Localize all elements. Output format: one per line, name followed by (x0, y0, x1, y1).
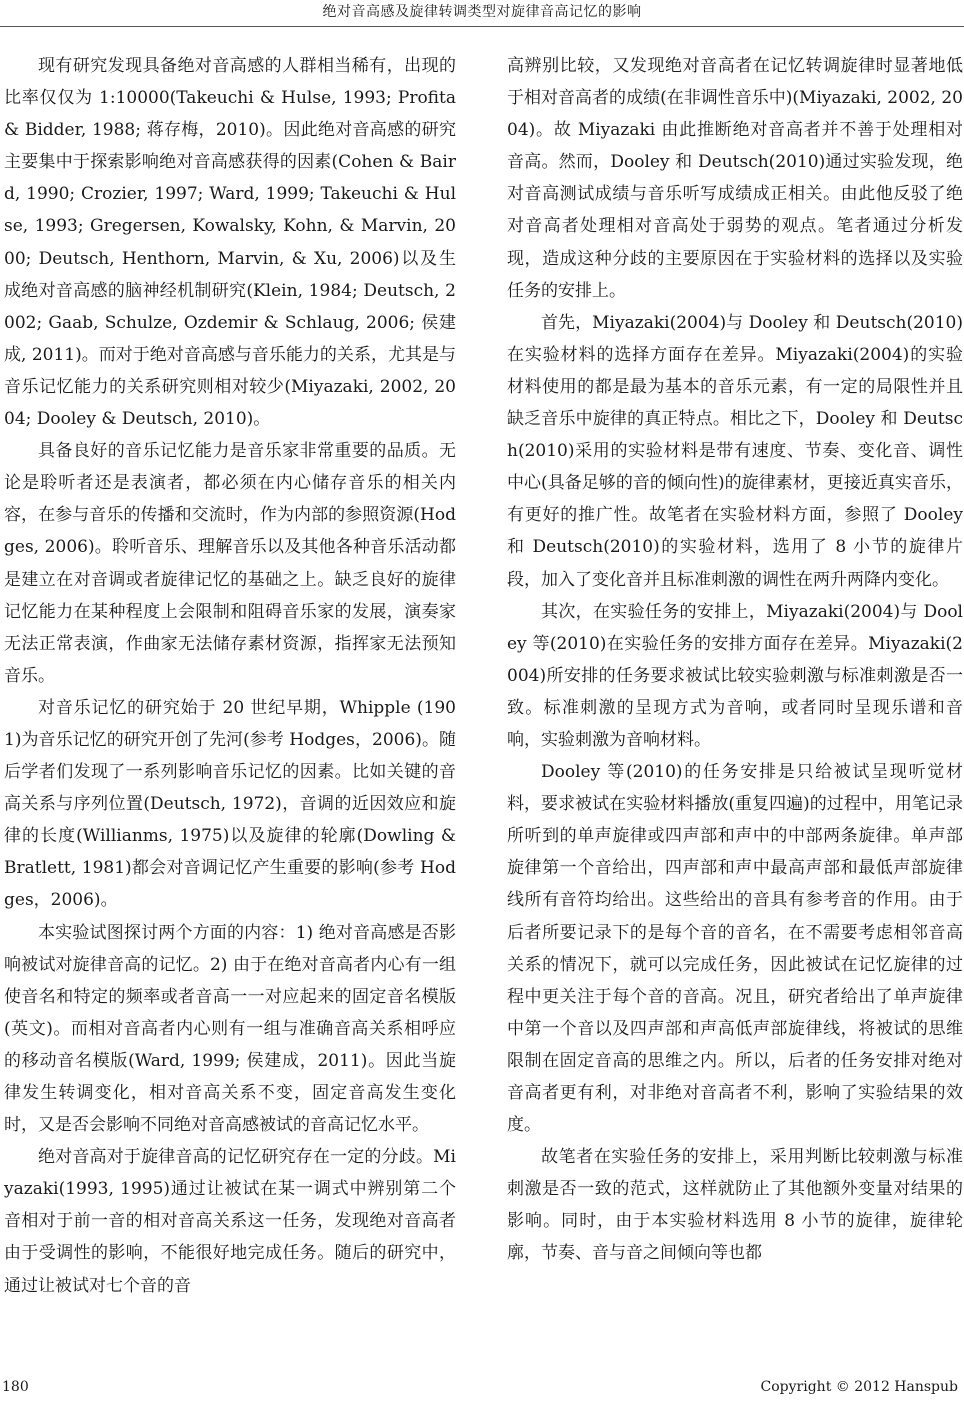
header-rule (0, 26, 964, 27)
body-paragraph: Dooley 等(2010)的任务安排是只给被试呈现听觉材料，要求被试在实验材料播放(重复四遍)的过程中，用笔记录所听到的单声旋律或四声部和声中的中部两条旋律。单声部旋律第一个音给出，四声部和声中最高声部和最低声部旋律线所有音符均给出。这些给出的音具有参考音的作用。由于后者所要记录下的是每个音的音名，在不需要考虑相邻音高关系的情况下，就可以完成任务，因此被试在记忆旋律的过程中更关注于每个音的音高。况且，研究者给出了单声旋律中第一个音以及四声部和声高低声部旋律线，将被试的思维限制在固定音高的思维之内。所以，后者的任务安排对绝对音高者更有利，对非绝对音高者不利，影响了实验结果的效度。 (507, 762, 963, 1136)
copyright-notice: Copyright © 2012 Hanspub (760, 1379, 958, 1395)
left-column (4, 50, 456, 1302)
body-paragraph: 首先，Miyazaki(2004)与 Dooley 和 Deutsch(2010)在实验材料的选择方面存在差异。Miyazaki(2004)的实验材料使用的都是最为基本的音乐元素，有一定的局限性并且缺乏音乐中旋律的真正特点。相比之下，Dooley 和 Deutsch(2010)采用的实验材料是带有速度、节奏、变化音、调性中心(具备足够的音的倾向性)的旋律素材，更接近真实音乐，有更好的推广性。故笔者在实验材料方面，参照了 Dooley 和 Deutsch(2010)的实验材料，选用了 8 小节的旋律片段，加入了变化音并且标准刺激的调性在两升两降内变化。 (507, 312, 963, 590)
body-paragraph: 现有研究发现具备绝对音高感的人群相当稀有，出现的比率仅仅为 1:10000(Takeuchi & Hulse, 1993; Profita & Bidder, 1988; 蒋存梅，2010)。因此绝对音高感的研究主要集中于探索影响绝对音高感获得的因素(Cohen & Baird, 1990; Crozier, 1997; Ward, 1999; Takeuchi & Hulse, 1993; Gregersen, Kowalsky, Kohn, & Marvin, 2000; Deutsch, Henthorn, Marvin, & Xu, 2006)以及生成绝对音高感的脑神经机制研究(Klein, 1984; Deutsch, 2002; Gaab, Schulze, Ozdemir & Schlaug, 2006; 侯建成, 2011)。而对于绝对音高感与音乐能力的关系，尤其是与音乐记忆能力的关系研究则相对较少(Miyazaki, 2002, 2004; Dooley & Deutsch, 2010)。 (4, 56, 456, 430)
body-paragraph: 本实验试图探讨两个方面的内容：1) 绝对音高感是否影响被试对旋律音高的记忆。2) 由于在绝对音高者内心有一组使音名和特定的频率或者音高一一对应起来的固定音名模版(英文)。而相对音高者内心则有一组与准确音高关系相呼应的移动音名模版(Ward, 1999; 侯建成，2011)。因此当旋律发生转调变化，相对音高关系不变，固定音高发生变化时，又是否会影响不同绝对音高感被试的音高记忆水平。 (4, 922, 456, 1136)
body-paragraph: 具备良好的音乐记忆能力是音乐家非常重要的品质。无论是聆听者还是表演者，都必须在内心储存音乐的相关内容，在参与音乐的传播和交流时，作为内部的参照资源(Hodges, 2006)。聆听音乐、理解音乐以及其他各种音乐活动都是建立在对音调或者旋律记忆的基础之上。缺乏良好的旋律记忆能力在某种程度上会限制和阻碍音乐家的发展，演奏家无法正常表演，作曲家无法储存素材资源，指挥家无法预知音乐。 (4, 441, 456, 686)
body-paragraph: 其次，在实验任务的安排上，Miyazaki(2004)与 Dooley 等(2010)在实验任务的安排方面存在差异。Miyazaki(2004)所安排的任务要求被试比较实验刺激与标准刺激是否一致。标准刺激的呈现方式为音响，或者同时呈现乐谱和音响，实验刺激为音响材料。 (507, 601, 963, 750)
body-paragraph: 绝对音高对于旋律音高的记忆研究存在一定的分歧。Miyazaki(1993, 1995)通过让被试在某一调式中辨别第二个音相对于前一音的相对音高关系这一任务，发现绝对音高者由于受调性的影响，不能很好地完成任务。随后的研究中，通过让被试对七个音的音 (4, 1147, 456, 1296)
page-number: 180 (2, 1379, 29, 1395)
continued-paragraph: 高辨别比较，又发现绝对音高者在记忆转调旋律时显著地低于相对音高者的成绩(在非调性音乐中)(Miyazaki, 2002, 2004)。故 Miyazaki 由此推断绝对音高者并不善于处理相对音高。然而，Dooley 和 Deutsch(2010)通过实验发现，绝对音高测试成绩与音乐听写成绩成正相关。由此他反驳了绝对音高者处理相对音高处于弱势的观点。笔者通过分析发现，造成这种分歧的主要原因在于实验材料的选择以及实验任务的安排上。 (507, 56, 963, 301)
body-paragraph: 对音乐记忆的研究始于 20 世纪早期，Whipple (1901)为音乐记忆的研究开创了先河(参考 Hodges，2006)。随后学者们发现了一系列影响音乐记忆的因素。比如关键的音高关系与序列位置(Deutsch, 1972)，音调的近因效应和旋律的长度(Willianms, 1975)以及旋律的轮廓(Dowling & Bratlett, 1981)都会对音调记忆产生重要的影响(参考 Hodges，2006)。 (4, 697, 456, 911)
body-paragraph: 故笔者在实验任务的安排上，采用判断比较刺激与标准刺激是否一致的范式，这样就防止了其他额外变量对结果的影响。同时，由于本实验材料选用 8 小节的旋律，旋律轮廓，节奏、音与音之间倾向等也都 (507, 1147, 963, 1264)
right-column (507, 50, 963, 1270)
running-title: 绝对音高感及旋律转调类型对旋律音高记忆的影响 (322, 4, 642, 20)
